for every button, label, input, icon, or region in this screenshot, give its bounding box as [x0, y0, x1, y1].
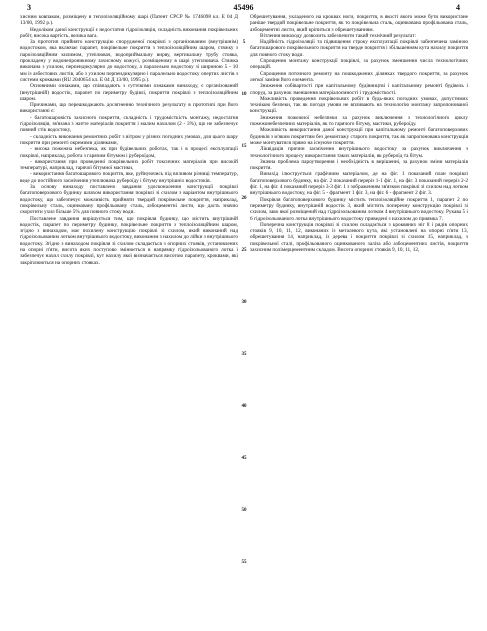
line-number: 45: [241, 456, 247, 461]
paragraph: Ліквідація причин засмічення внутрішнього водостоку за рахунок виключення з технологічного процесу використання таких матеріалів, як рубероїд та бітум.: [250, 146, 468, 159]
paragraph: Зниження собівартості при капітальному будівництві і капітальному ремонті будівель і споруд, за рахунок зменшення матеріалоємності і трудомісткості.: [250, 83, 468, 96]
line-number: 35: [241, 352, 247, 357]
paragraph: Недоліком даної конструкції є недостатня гідроізоляція, складність виконання покрівельних робіт, висока вартість, велика вага.: [20, 26, 238, 39]
paragraph: Значна проблема пароутворення і необхідність в вирішенні, за рахунок зміни матеріалів покриття.: [250, 158, 468, 172]
line-number: 25: [241, 248, 247, 253]
paragraph: - багатошаровість захисного покриття, складність і трудомісткість монтажу, недостатня гідроізоляція, зв'язана з житте матеріалів покриття і малим нахилом (2 - 3%), що не забезпечує повний стік водостоку,: [20, 114, 238, 134]
line-number: 5: [242, 40, 246, 45]
paragraph: За прототип прийнято конструкцію спорудженої покрівлі з організованим (внутрішнім) водостоком, яка включає парапет, покрівельне покриття з теплоізоляційним шаром, стяжку з пароізоляційним килимом, утеплювач, водоприймальну вирву, вертикальну трубу стояка, прокладену у водонепроникному захисному кожусі, розміщеному в шарі утеплювача. Стяжка виконана з ухилом, перпендикулярно до водостоку, а паралельно водостоку зі шириною 5 - 10 мм із азбестових листів, або з ухилом перпендикулярно і паралельно водостоку опертих листів з системи кроквами (RU 2040654 кл. Е 04 Д 13/00, 1995 р.).: [20, 39, 238, 83]
paragraph: Обрешетування, укладеного на кроквах ноги, покриття, в якості якого може бути використане раніше твердий покрівельне покриття, як то покрівельна сталь, оцинкована профільована сталь, азбоцементні листи, який кріпиться з обрешетуванням.: [250, 14, 468, 33]
paragraph: Покрівля багатоповерхового будинку містить теплоізоляційне покриття 1, парапет 2 по периметру будинку, внутрішній водостік 3, який містить поперечну конструкцію покрівлі зі схилом, заво якої розміщений над гідроізольованим лотком 4 внутрішнього водостоку. Рукава 5 і 6 гідроізольованого лотка внутрішнього водостоку приведені з нахилом до приямка 7.: [250, 196, 468, 222]
paragraph: Поперечна конструкція покрівлі зі схилом складається з кроквяних ніг 8 і рядів опорних стояків 9, 10, 11, 12, виконаних із металевого кута, які установлені на опорні п'яти 13, обрешетування 14, наприклад, із дерева і покриття покрівлі зі схилом 15, наприклад, з покрівельної сталі, профільованого оцинкованого заліза або азбоцементних листів, покриття захисним полімерцементним складом. Висота опорних стояків 9, 10, 11, 12,: [250, 221, 468, 253]
line-number: 15: [241, 144, 247, 149]
paragraph: Вітлення винаходу дозволить забезпечити такий технічний результат:: [260, 32, 417, 39]
line-number: 30: [241, 300, 247, 305]
paragraph: Зниження пожежної небезпеки за рахунок виключення з технологічного циклу пожежонебезпечних матеріалів, як то гарячого бітуму, мастики, рубероїду.: [250, 114, 468, 128]
patent-number: 45496: [233, 3, 254, 12]
line-number: 20: [241, 196, 247, 201]
line-number: 50: [241, 508, 247, 513]
paragraph: Можливість використання даної конструкції при капітальному ремонті багатоповерхових будинків з м'яким покриттям без демонтажу старого покриття, так як запропонована конструкція може монтуватися прямо на існуюче покриття.: [250, 127, 468, 146]
right-text-column: [250, 14, 468, 626]
page-number-right: 4: [456, 3, 460, 12]
paragraph: - висока пожежна небезпека, як при будівельних роботах, так і в процесі експлуатації покрівлі, наприклад, робота з гарячим бітумом і рубероїдом,: [20, 146, 238, 159]
paragraph: Винахід ілюструється графічним матеріалом, де на фіг. 1 показаний план покрівлі багатоповерхового будинку, на фіг. 2 показаний переріз 1-1 фіг. 1, на фіг. 3 показаний переріз 2-2 фіг. 1, на фіг. 4 показаний переріз 3-3 фіг. 1 з зображенням зв'язком покрівлі зі схилом над лотком внутрішнього водостоку, на фіг. 5 - фрагмент 1 фіг. 3, на фіг. 6 - фрагмент 2 фіг. 3.: [250, 171, 468, 197]
line-number-gutter: [239, 14, 249, 626]
left-text-column: [20, 14, 238, 626]
paragraph: Основними ознаками, що співпадають з суттєвими ознаками винаходу, є організований (внутрішній) водостік, парапет по периметру будівлі, покриття покрівлі з теплоізоляційним шаром.: [20, 83, 238, 102]
paragraph: За основу винаходу поставлено завдання удосконалення конструкції покрівлі багатоповерхового будинку шляхом використання покрівлі зі схилом з варіантом внутрішнього водостоку, що забезпечує можливість прийняти твердий покрівельне покриття, наприклад, покрівельну сталь, оцинковану профільовану сталь, азбоцементні листи, що дасть значно скоротити ухил більше 5% для повного стоку води.: [20, 184, 238, 216]
paragraph: хисним ковпаком, розміщену в теплоізоляційному шарі (Патент СРСР № 1746098 кл. Е 04 Д 13/00, 1992 р.).: [20, 14, 238, 27]
line-number: 40: [241, 404, 247, 409]
paragraph: Причинами, що перешкоджають досягненню технічного результату в прототипі при його використанні є:: [20, 102, 238, 115]
paragraph: - складність виконання ремонтних робіт з вітром у різних погодних умовах, для цього шару покриття при ремонті окремими ділянками,: [20, 133, 238, 146]
line-number: 10: [241, 92, 247, 97]
paragraph: Поставлене завдання вирішується тим, що покрівля будинку, що містить внутрішній водостік, парапет по периметру будинку, покрівельне покриття з теплоізоляційним шаром, згідно з винаходом, має похилену конструкцію покрівлі зі схилом, який виконаний над гідроізольованим лотком внутрішнього водостоку, виконаним з нахилом до лійки з внутрішнього водостоку. Згідно з винаходом покрівля зі схилом складається з опорних стояків, установлених на опорні п'яти, висота яких поступово змінюється в напрямку гідроізольованого лотка і забезпечує нахил схилу покрівлі, кут нахилу якої визначається висотою парапету, кроквами, які закріплюються на опорних стояках.: [20, 215, 238, 266]
paragraph: Надійність гідроізоляції та підвищення строку експлуатації покрівлі забезпечена заміною багатошарового покрівельного покриття на тверде покриття і збільшенням кута нахилу покриття для повного стоку води.: [250, 39, 468, 58]
paragraph: - використання при проведенні покрівельних робіт токсичних матеріалів при високій температурі, наприклад, гарячої бітумної мастики,: [20, 158, 238, 172]
paragraph: Спрощення поточного ремонту на пошкоджених ділянках твердого покриття, за рахунок легкої заміни його елемента.: [250, 70, 468, 83]
page-number-left: 3: [27, 3, 31, 12]
paragraph: Спрощення монтажу конструкції покрівлі, за рахунок зменшення числа технологічних операцій.: [250, 58, 468, 71]
line-number: 55: [241, 560, 247, 565]
paragraph: Можливість проведення покрівельних робіт в будь-яких погодних умовах, допустимих технікою безпеки, так як погоди умови не впливають на технологію монтажу запропонованої конструкції.: [250, 95, 468, 115]
paragraph: - використання багатошарового покриття, яке, руйнуючись під впливом різниці температур, веде до постійного засмічення утеплювача рубероїду і бітуму внутрішніх водостоків.: [20, 171, 238, 184]
